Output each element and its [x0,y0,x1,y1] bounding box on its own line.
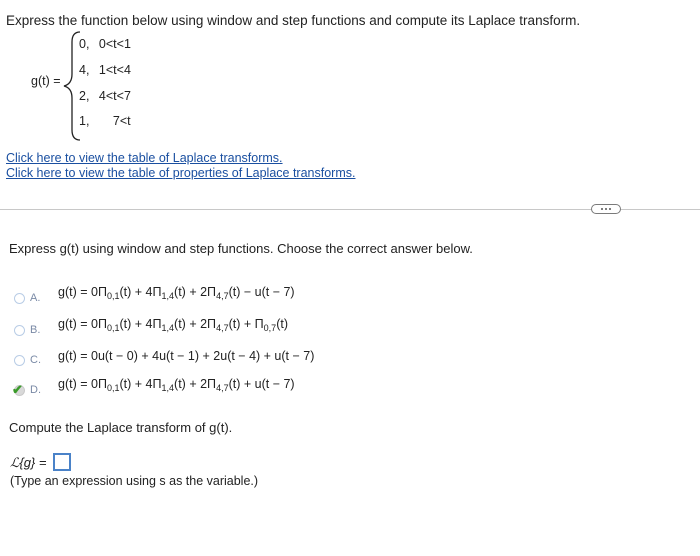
dot-icon [609,208,611,210]
part2-prompt: Compute the Laplace transform of g(t). [9,420,233,435]
checkmark-icon: ✔ [12,382,23,397]
piece-condition: 0<t<1 [98,37,131,51]
piecewise-row-2 [79,63,131,77]
piecewise-row-4 [79,114,131,128]
option-a-formula[interactable]: $g(t) = 0\Pi_{0,1}(t) + 4\Pi_{1,4}(t) + 2\Pi_{4,7}(t) - u(t - 7)$ [58,285,295,301]
function-label: g(t) = [31,74,61,88]
piece-value: 1, [79,114,90,128]
answer-hint: (Type an expression using s as the variable.) [10,474,259,488]
option-b-radio[interactable] [14,325,25,336]
option-d-formula[interactable]: $g(t) = 0\Pi_{0,1}(t) + 4\Pi_{1,4}(t) + 2\Pi_{4,7}(t) + u(t - 7)$ [58,377,295,393]
option-c-letter: C. [30,354,41,366]
piece-value: 2, [79,89,90,103]
option-d-radio[interactable] [12,382,25,397]
option-a-radio[interactable] [14,293,25,304]
option-d-letter: D. [30,384,41,396]
piece-value: 4, [79,63,90,77]
dot-icon [605,208,607,210]
piece-condition: 7<t [112,114,131,128]
laplace-table-link[interactable]: Click here to view the table of Laplace transforms. [6,151,283,165]
laplace-answer-input[interactable] [53,453,71,471]
part1-prompt: Express g(t) using window and step functions. Choose the correct answer below. [9,241,473,256]
piece-condition: 1<t<4 [98,63,131,77]
piece-condition: 4<t<7 [98,89,131,103]
piecewise-row-3 [79,89,131,103]
laplace-properties-link[interactable]: Click here to view the table of properties of Laplace transforms. [6,166,356,180]
option-c-formula[interactable]: g(t) = 0u(t − 0) + 4u(t − 1) + 2u(t − 4) + u(t − 7) [58,349,315,363]
question-title: Express the function below using window and step functions and compute its Laplace transform. [6,13,581,28]
option-c-radio[interactable] [14,355,25,366]
option-a-letter: A. [30,292,41,304]
piecewise-row-1 [79,37,131,51]
option-b-formula[interactable]: $g(t) = 0\Pi_{0,1}(t) + 4\Pi_{1,4}(t) + 2\Pi_{4,7}(t) + \Pi_{0,7}(t)$ [58,317,288,333]
piece-value: 0, [79,37,90,51]
option-b-letter: B. [30,324,41,336]
more-button[interactable] [591,204,621,214]
dot-icon [601,208,603,210]
laplace-lhs: ℒ{g} = [10,455,47,470]
